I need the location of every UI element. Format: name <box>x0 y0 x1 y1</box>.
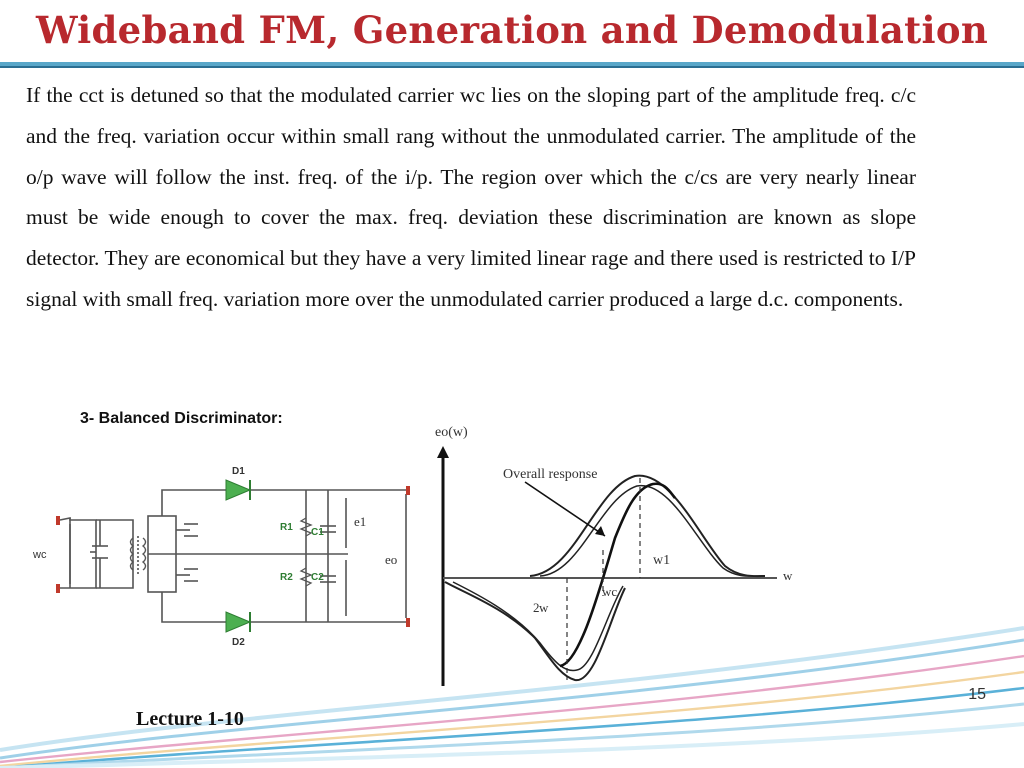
e1-label: e1 <box>354 514 367 529</box>
input-label: wc <box>33 549 47 561</box>
decorative-waves <box>0 600 1024 768</box>
section-heading: 3- Balanced Discriminator: <box>80 410 283 427</box>
diode-d2-label: D2 <box>232 637 245 648</box>
c2-label: C2 <box>311 572 324 583</box>
eo-label: eo <box>385 552 398 567</box>
title-divider <box>0 62 1024 68</box>
diode-d1-symbol <box>226 480 250 500</box>
footer-label: Lecture 1-10 <box>136 708 244 730</box>
x-axis-label: w <box>783 568 793 583</box>
diode-d1-label: D1 <box>232 466 245 477</box>
r2-label: R2 <box>280 572 293 583</box>
c1-label: C1 <box>311 527 324 538</box>
w2-prefix: 2 <box>533 600 540 615</box>
w1-label: w1 <box>653 553 671 568</box>
wc-label: wc <box>602 584 618 599</box>
r1-label: R1 <box>280 522 293 533</box>
page-number: 15 <box>968 686 986 703</box>
slide-title: Wideband FM, Generation and Demodulation <box>35 8 989 52</box>
body-paragraph: If the cct is detuned so that the modulated carrier wc lies on the sloping part of the amplitude freq. c/c and the freq. variation occur within small rang without the unmodulated carrier. The amplitude of the o/p wave will follow the inst. freq. of the i/p. The region over which the c/cs are very nearly linear must be wide enough to cover the max. freq. deviation these discrimination are known as slope detector. They are economical but they have a very limited linear rage and there used is restricted to I/P signal with small freq. variation more over the unmodulated carrier produced a large d.c. components. <box>26 83 916 311</box>
overall-response-label: Overall response <box>503 467 598 482</box>
y-axis-label: eo(w) <box>435 425 468 440</box>
w2-label: w <box>539 600 549 615</box>
